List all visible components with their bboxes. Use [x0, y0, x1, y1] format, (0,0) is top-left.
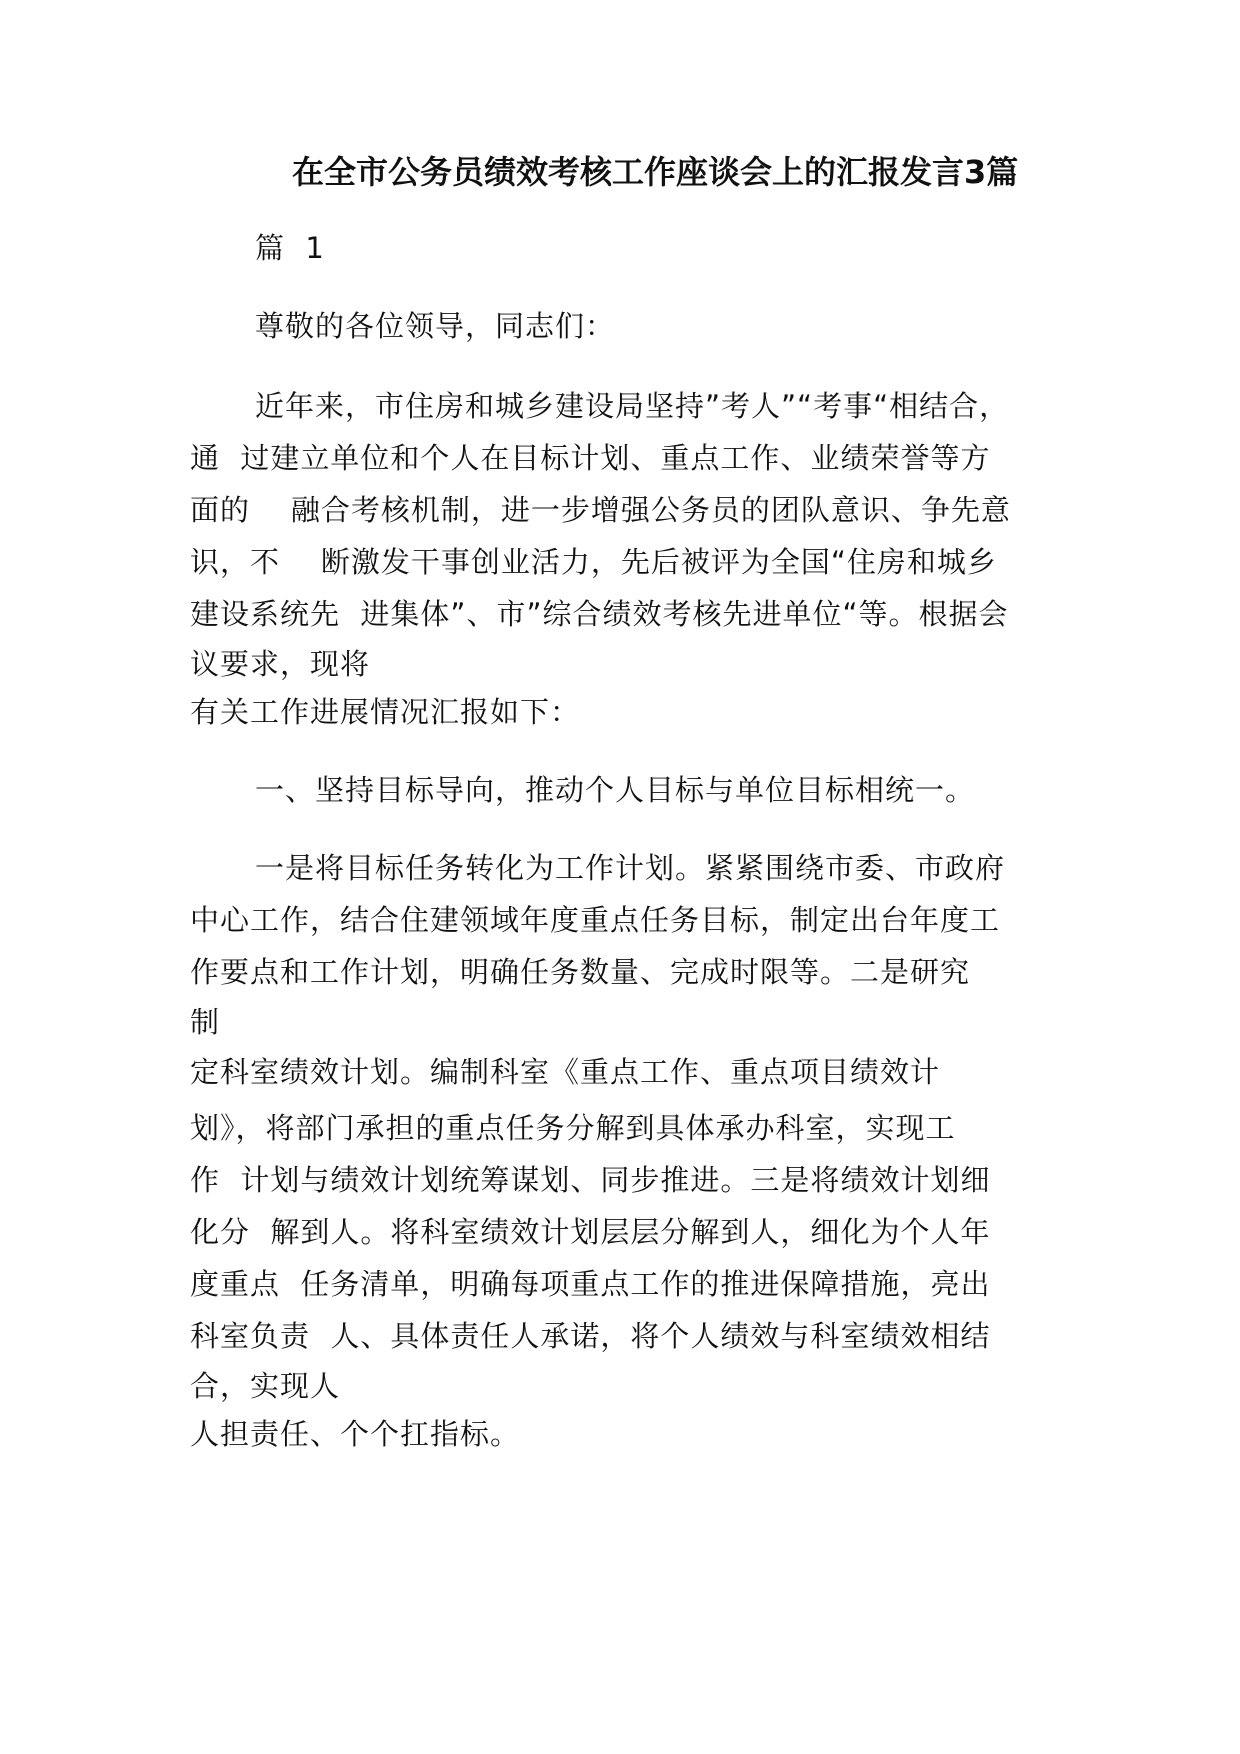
paragraph-line: 作 计划与绩效计划统筹谋划、同步推进。三是将绩效计划细	[190, 1163, 991, 1197]
paragraph-line: 中心工作，结合住建领域年度重点任务目标，制定出台年度工	[190, 903, 1001, 937]
paragraph-line: 度重点 任务清单，明确每项重点工作的推进保障措施，亮出	[190, 1267, 991, 1301]
paragraph-line: 科室负责 人、具体责任人承诺，将个人绩效与科室绩效相结	[190, 1319, 991, 1353]
paragraph-line: 划》，将部门承担的重点任务分解到具体承办科室，实现工	[190, 1111, 956, 1145]
paragraph-line: 定科室绩效计划。编制科室《重点工作、重点项目绩效计	[190, 1055, 941, 1089]
paragraph-line: 识，不 断激发干事创业活力，先后被评为全国“住房和城乡	[190, 545, 997, 579]
section-label: 篇 1	[255, 231, 325, 265]
paragraph-line: 有关工作进展情况汇报如下：	[190, 695, 581, 729]
paragraph-line: 通 过建立单位和个人在目标计划、重点工作、业绩荣誉等方	[190, 441, 991, 475]
paragraph-line: 一是将目标任务转化为工作计划。紧紧围绕市委、市政府	[255, 851, 1006, 885]
paragraph-line: 化分 解到人。将科室绩效计划层层分解到人，细化为个人年	[190, 1215, 991, 1249]
paragraph-line: 近年来，市住房和城乡建设局坚持”考人”“考事“相结合，	[255, 389, 1010, 423]
salutation: 尊敬的各位领导，同志们：	[255, 309, 616, 343]
section-heading: 一、坚持目标导向，推动个人目标与单位目标相统一。	[255, 773, 976, 807]
paragraph-line: 合，实现人	[190, 1369, 341, 1403]
paragraph-line: 议要求，现将	[190, 647, 371, 681]
document-title: 在全市公务员绩效考核工作座谈会上的汇报发言3篇	[292, 153, 1019, 191]
paragraph-line: 作要点和工作计划，明确任务数量、完成时限等。二是研究	[190, 955, 971, 989]
paragraph-line: 面的 融合考核机制，进一步增强公务员的团队意识、争先意	[190, 493, 1011, 527]
paragraph-line: 制	[190, 1005, 221, 1039]
paragraph-line: 人担责任、个个扛指标。	[190, 1417, 521, 1451]
paragraph-line: 建设系统先 进集体”、市”综合绩效考核先进单位“等。根据会	[190, 597, 1009, 631]
